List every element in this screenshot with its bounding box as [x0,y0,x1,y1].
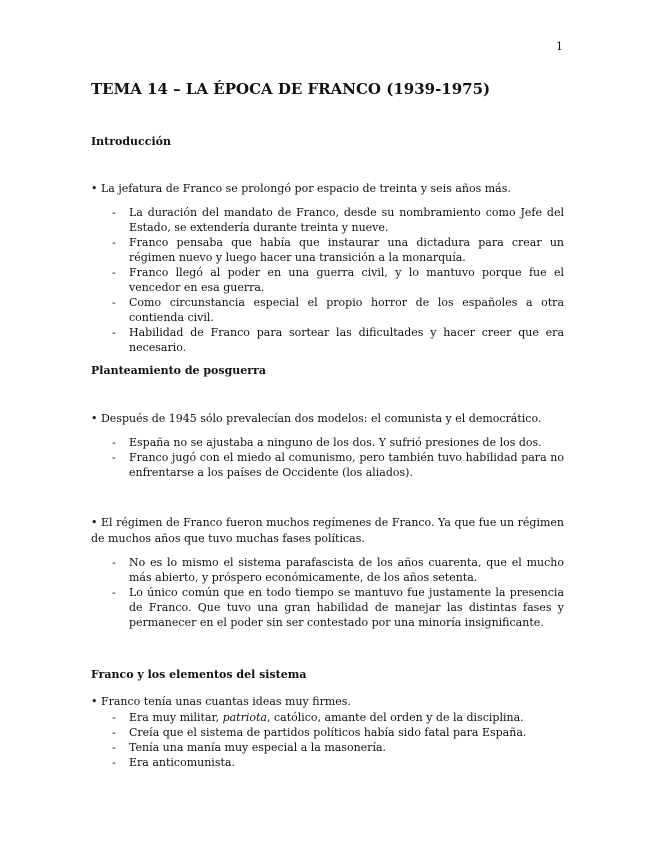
document-title: TEMA 14 – LA ÉPOCA DE FRANCO (1939-1975) [91,80,491,98]
dash-list-elementos [112,710,564,770]
bullet-paragraph: • El régimen de Franco fueron muchos regímenes de Franco. Ya que fue un régimen de muchos años que tuvo muchas fases políticas. [91,516,564,545]
list-item: - Como circunstancia especial el propio horror de los españoles a otra contienda civil. [112,295,564,325]
dash-list-posguerra-1 [112,435,564,480]
list-item-text: Era muy militar, [129,711,223,724]
list-item: - No es lo mismo el sistema parafascista de los años cuarenta, que el mucho más abierto, y próspero económicamente, de los años setenta. [112,555,564,585]
section-heading-elementos: Franco y los elementos del sistema [91,668,307,681]
page-number: 1 [556,40,563,53]
list-item: - La duración del mandato de Franco, desde su nombramiento como Jefe del Estado, se extendería durante treinta y nueve. [112,205,564,235]
dash-list-posguerra-2 [112,555,564,630]
list-item: - Franco pensaba que había que instaurar una dictadura para crear un régimen nuevo y luego hacer una transición a la monarquía. [112,235,564,265]
bullet-paragraph: • La jefatura de Franco se prolongó por espacio de treinta y seis años más. [91,182,511,195]
list-item: - Tenía una manía muy especial a la masonería. [112,740,564,755]
list-item: - Creía que el sistema de partidos políticos había sido fatal para España. [112,725,564,740]
list-item: - Era anticomunista. [112,755,564,770]
section-heading-posguerra: Planteamiento de posguerra [91,364,266,377]
list-item: - España no se ajustaba a ninguno de los dos. Y sufrió presiones de los dos. [112,435,564,450]
dash-list-introduccion [112,205,564,355]
bullet-paragraph: • Después de 1945 sólo prevalecían dos modelos: el comunista y el democrático. [91,412,542,425]
list-item: - Habilidad de Franco para sortear las dificultades y hacer creer que era necesario. [112,325,564,355]
section-heading-introduccion: Introducción [91,135,171,148]
list-item [112,710,564,725]
bullet-paragraph: • Franco tenía unas cuantas ideas muy firmes. [91,695,351,708]
emphasis-text: patriota [222,711,267,724]
list-item: - Franco jugó con el miedo al comunismo, pero también tuvo habilidad para no enfrentarse a los países de Occidente (los aliados). [112,450,564,480]
list-item: - Lo único común que en todo tiempo se mantuvo fue justamente la presencia de Franco. Que tuvo una gran habilidad de manejar las distintas fases y permanecer en el poder sin ser contestado por una minoría insignificante. [112,585,564,630]
list-item-text: , católico, amante del orden y de la disciplina. [266,711,524,724]
list-item: - Franco llegó al poder en una guerra civil, y lo mantuvo porque fue el vencedor en esa guerra. [112,265,564,295]
